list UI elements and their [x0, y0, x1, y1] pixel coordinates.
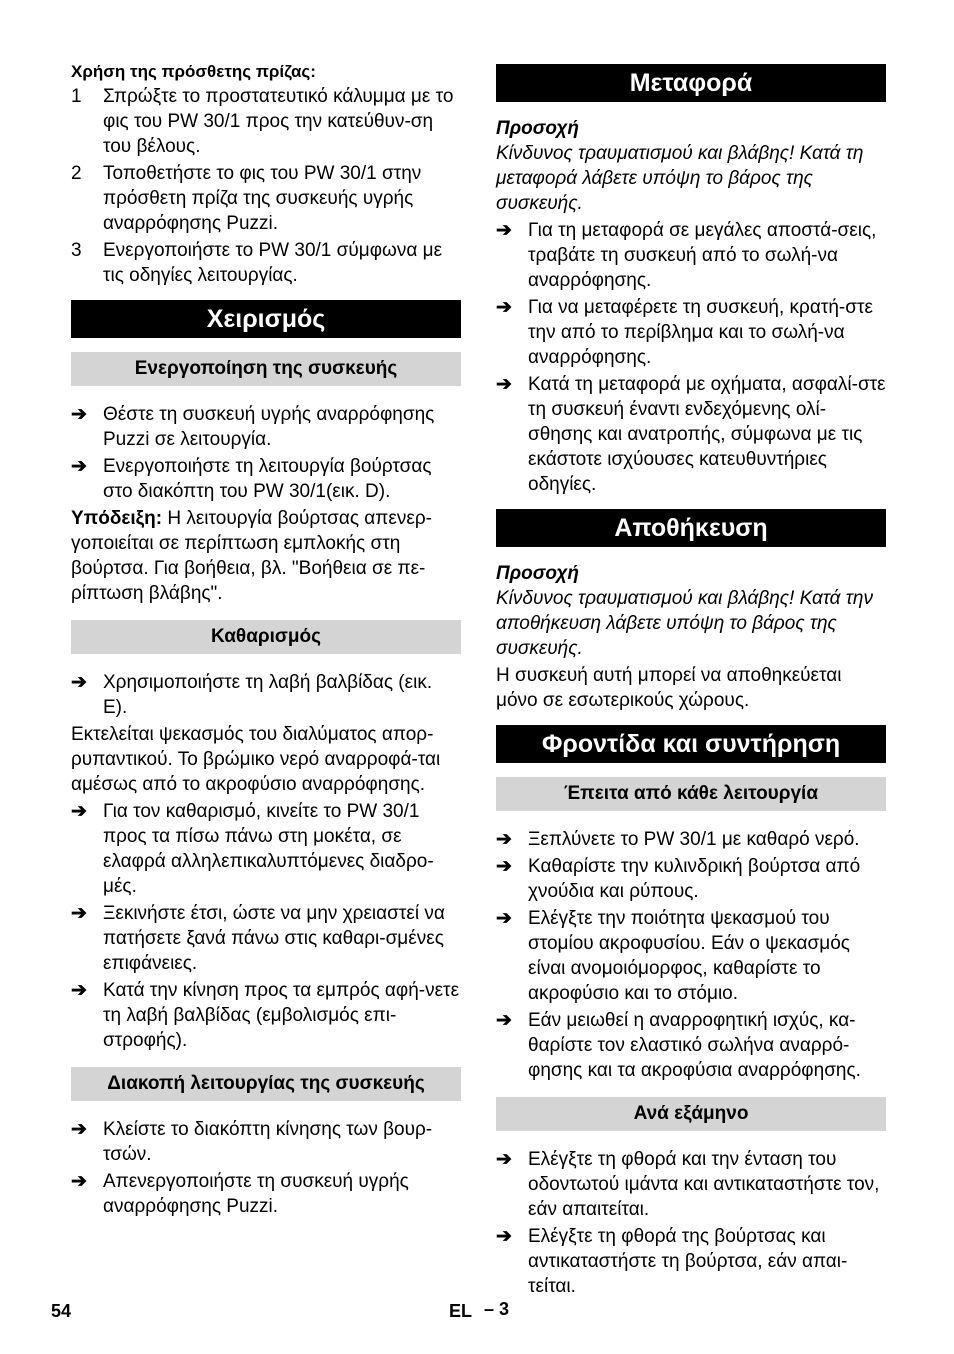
arrow-right-icon: ➔ [71, 980, 87, 1001]
right-column [496, 60, 886, 1301]
cleaning-list [71, 799, 461, 1053]
section-heading-care: Φροντίδα και συντήρηση [496, 725, 886, 763]
list-item [71, 1169, 461, 1219]
list-item-text: Ενεργοποιήστε τη λειτουργία βούρτσας στο διακόπτη του PW 30/1(εικ. D). [103, 456, 432, 502]
list-item [71, 402, 461, 452]
list-item [496, 372, 886, 497]
list-item [71, 1117, 461, 1167]
stop-list [71, 1117, 461, 1219]
arrow-right-icon: ➔ [71, 456, 87, 477]
step-item [71, 84, 461, 159]
list-item [496, 906, 886, 1006]
list-item [496, 295, 886, 370]
list-item-text: Ξεπλύνετε το PW 30/1 με καθαρό νερό. [528, 829, 860, 850]
list-item-text: Ελέγξτε τη φθορά και την ένταση του οδοντωτού ιμάντα και αντικαταστήστε τον, εάν απαιτείται. [528, 1149, 880, 1220]
list-item [71, 670, 461, 720]
list-item-text: Για τον καθαρισμό, κινείτε το PW 30/1 προς τα πίσω πάνω στη μοκέτα, σε ελαφρά αλληλεπικαλυπτόμενες διαδρο-μές. [103, 801, 434, 897]
arrow-right-icon: ➔ [71, 1171, 87, 1192]
arrow-right-icon: ➔ [496, 297, 512, 318]
list-item [496, 827, 886, 852]
list-item-text: Ελέγξτε τη φθορά της βούρτσας και αντικαταστήστε τη βούρτσα, εάν απαι-τείται. [528, 1226, 848, 1297]
cleaning-first-list [71, 670, 461, 720]
cleaning-paragraph: Εκτελείται ψεκασμός του διαλύματος απορ-ρυπαντικού. Το βρώμικο νερό αναρροφά-ται αμέσως από το ακροφύσιο αναρρόφησης. [71, 724, 441, 795]
list-item-text: Ελέγξτε την ποιότητα ψεκασμού του στομίου ακροφυσίου. Εάν ο ψεκασμός είναι ανομοιόμορφος, καθαρίστε το ακροφύσιο και το στόμιο. [528, 908, 850, 1004]
caution-title: Προσοχή [496, 118, 580, 139]
note-label: Υπόδειξη: [71, 508, 163, 529]
list-item-text: Εάν μειωθεί η αναρροφητική ισχύς, κα-θαρίστε τον ελαστικό σωλήνα αναρρό-φησης και τα ακροφύσια αναρρόφησης. [528, 1010, 861, 1081]
arrow-right-icon: ➔ [496, 856, 512, 877]
section-heading-operation: Χειρισμός [71, 300, 461, 338]
list-item [496, 1147, 886, 1222]
list-item-text: Κατά τη μεταφορά με οχήματα, ασφαλί-στε τη συσκευή έναντι ενδεχόμενης ολί-σθησης και ανατροπής, σύμφωνα με τις εκάστοτε ισχύουσες κατευθυντήριες οδηγίες. [528, 374, 886, 495]
list-item [496, 1224, 886, 1299]
step-text: Σπρώξτε το προστατευτικό κάλυμμα με το φις του PW 30/1 προς την κατεύθυν-ση του βέλους. [103, 86, 454, 157]
arrow-right-icon: ➔ [71, 672, 87, 693]
storage-warning: Κίνδυνος τραυματισμού και βλάβης! Κατά την αποθήκευση λάβετε υπόψη το βάρος της συσκευής. [496, 588, 873, 659]
left-column [71, 60, 461, 1221]
language-code: EL [449, 1301, 473, 1321]
step-number: 1 [71, 86, 82, 107]
list-item [71, 901, 461, 976]
additional-socket-heading: Χρήση της πρόσθετης πρίζας: [71, 62, 316, 81]
arrow-right-icon: ➔ [71, 1119, 87, 1140]
list-item-text: Κλείστε το διακόπτη κίνησης των βουρ-τσών. [103, 1119, 433, 1165]
note-text: Η λειτουργία βούρτσας απενερ-γοποιείται σε περίπτωση εμπλοκής στη βούρτσα. Για βοήθεια, βλ. "Βοήθεια σε πε-ρίπτωση βλάβης". [71, 508, 432, 604]
step-number: 3 [71, 240, 82, 261]
list-item [496, 218, 886, 293]
list-item [71, 799, 461, 899]
arrow-right-icon: ➔ [496, 1010, 512, 1031]
section-heading-storage: Αποθήκευση [496, 509, 886, 547]
section-marker: – 3 [484, 1299, 510, 1319]
arrow-right-icon: ➔ [71, 404, 87, 425]
subsection-heading-cleaning: Καθαρισμός [71, 620, 461, 654]
step-item [71, 238, 461, 288]
list-item [496, 1008, 886, 1083]
switch-on-list [71, 402, 461, 504]
arrow-right-icon: ➔ [496, 374, 512, 395]
step-item [71, 161, 461, 236]
semiannual-list [496, 1147, 886, 1299]
subsection-heading-after-each: Έπειτα από κάθε λειτουργία [496, 777, 886, 811]
list-item-text: Για να μεταφέρετε τη συσκευή, κρατή-στε την από το περίβλημα και το σωλή-να αναρρόφησης. [528, 297, 873, 368]
arrow-right-icon: ➔ [496, 908, 512, 929]
caution-title: Προσοχή [496, 563, 580, 584]
step-text: Τοποθετήστε το φις του PW 30/1 στην πρόσθετη πρίζα της συσκευής υγρής αναρρόφησης Puzzi. [103, 163, 422, 234]
transport-list [496, 218, 886, 497]
step-text: Ενεργοποιήστε το PW 30/1 σύμφωνα με τις οδηγίες λειτουργίας. [103, 240, 443, 286]
list-item-text: Για τη μεταφορά σε μεγάλες αποστά-σεις, τραβάτε τη συσκευή από το σωλή-να αναρρόφησης. [528, 220, 877, 291]
arrow-right-icon: ➔ [496, 1226, 512, 1247]
socket-steps-list [71, 84, 461, 288]
list-item-text: Χρησιμοποιήστε τη λαβή βαλβίδας (εικ. E). [103, 672, 433, 718]
list-item-text: Κατά την κίνηση προς τα εμπρός αφή-νετε τη λαβή βαλβίδας (εμβολισμός επι-στροφής). [103, 980, 460, 1051]
subsection-heading-semiannual: Ανά εξάμηνο [496, 1097, 886, 1131]
transport-warning: Κίνδυνος τραυματισμού και βλάβης! Κατά τη μεταφορά λάβετε υπόψη το βάρος της συσκευής. [496, 143, 864, 214]
list-item [71, 454, 461, 504]
list-item [496, 854, 886, 904]
list-item [71, 978, 461, 1053]
list-item-text: Θέστε τη συσκευή υγρής αναρρόφησης Puzzi σε λειτουργία. [103, 404, 435, 450]
subsection-heading-switch-on: Ενεργοποίηση της συσκευής [71, 352, 461, 386]
arrow-right-icon: ➔ [71, 903, 87, 924]
list-item-text: Ξεκινήστε έτσι, ώστε να μην χρειαστεί να πατήσετε ξανά πάνω στις καθαρι-σμένες επιφάνειες. [103, 903, 445, 974]
after-each-list [496, 827, 886, 1083]
page-number: 54 [51, 1301, 72, 1321]
arrow-right-icon: ➔ [496, 829, 512, 850]
step-number: 2 [71, 163, 82, 184]
list-item-text: Καθαρίστε την κυλινδρική βούρτσα από χνούδια και ρύπους. [528, 856, 861, 902]
section-heading-transport: Μεταφορά [496, 64, 886, 102]
subsection-heading-stop: Διακοπή λειτουργίας της συσκευής [71, 1067, 461, 1101]
storage-paragraph: Η συσκευή αυτή μπορεί να αποθηκεύεται μόνο σε εσωτερικούς χώρους. [496, 665, 842, 711]
list-item-text: Απενεργοποιήστε τη συσκευή υγρής αναρρόφησης Puzzi. [103, 1171, 409, 1217]
note-paragraph [71, 506, 461, 606]
arrow-right-icon: ➔ [496, 220, 512, 241]
arrow-right-icon: ➔ [496, 1149, 512, 1170]
arrow-right-icon: ➔ [71, 801, 87, 822]
